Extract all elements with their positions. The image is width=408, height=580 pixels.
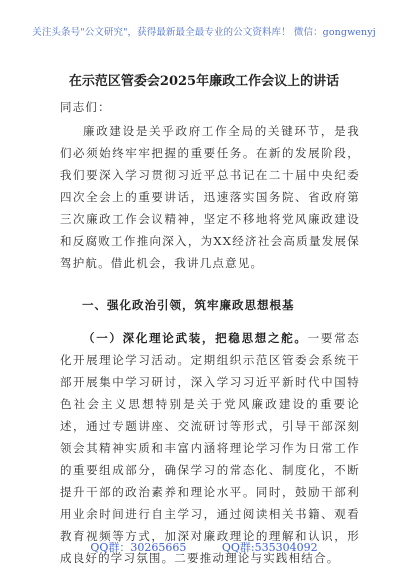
footer-qq-group-1: QQ群：30265665 — [90, 541, 187, 554]
header-banner: 关注头条号"公文研究"，获得最新最全最专业的公文资料库！ 微信：gongwenyj — [32, 27, 376, 38]
paragraph-section-1-1 — [60, 327, 360, 569]
footer — [0, 539, 408, 555]
section-heading-1: 一、强化政治引领，筑牢廉政思想根基 — [82, 298, 295, 312]
sub-heading-1-body: 一要常态化开展理论学习活动。定期组织示范区管委会系统干部开展集中学习研讨，深入学习习近平新时代中国特色社会主义思想特别是关于党风廉政建设的重要论述，通过专题讲座、交流研讨等形式，引导干部深刻领会其精神实质和丰富内涵将理论学习作为日常工作的重要组成部分，确保学习的常态化、制度化，不断提升干部的政治素养和理论水平。同时，鼓励干部利用业余时间进行自主学习，通过阅读相关书籍、观看教育视频等方式，加深对廉政理论的理解和认识，形成良好的学习氛围。二要推动理论与实践相结合。 — [60, 331, 360, 565]
document-title: 在示范区管委会2025年廉政工作会议上的讲话 — [68, 74, 340, 89]
paragraph-intro: 廉政建设是关乎政府工作全局的关键环节，是我们必须始终牢牢把握的重要任务。在新的发展阶段，我们要深入学习贯彻习近平总书记在二十届中央纪委四次全会上的重要讲话，迅速落实国务院、省政府第三次廉政工作会议精神，坚定不移地将党风廉政建设和反腐败工作推向深入，为XX经济社会高质量发展保驾护航。借此机会，我讲几点意见。 — [60, 124, 360, 270]
footer-qq-group-2: QQ群:535304092 — [221, 541, 318, 554]
sub-heading-1: （一）深化理论武装，把稳思想之舵。 — [83, 331, 308, 345]
salutation: 同志们： — [60, 100, 111, 114]
